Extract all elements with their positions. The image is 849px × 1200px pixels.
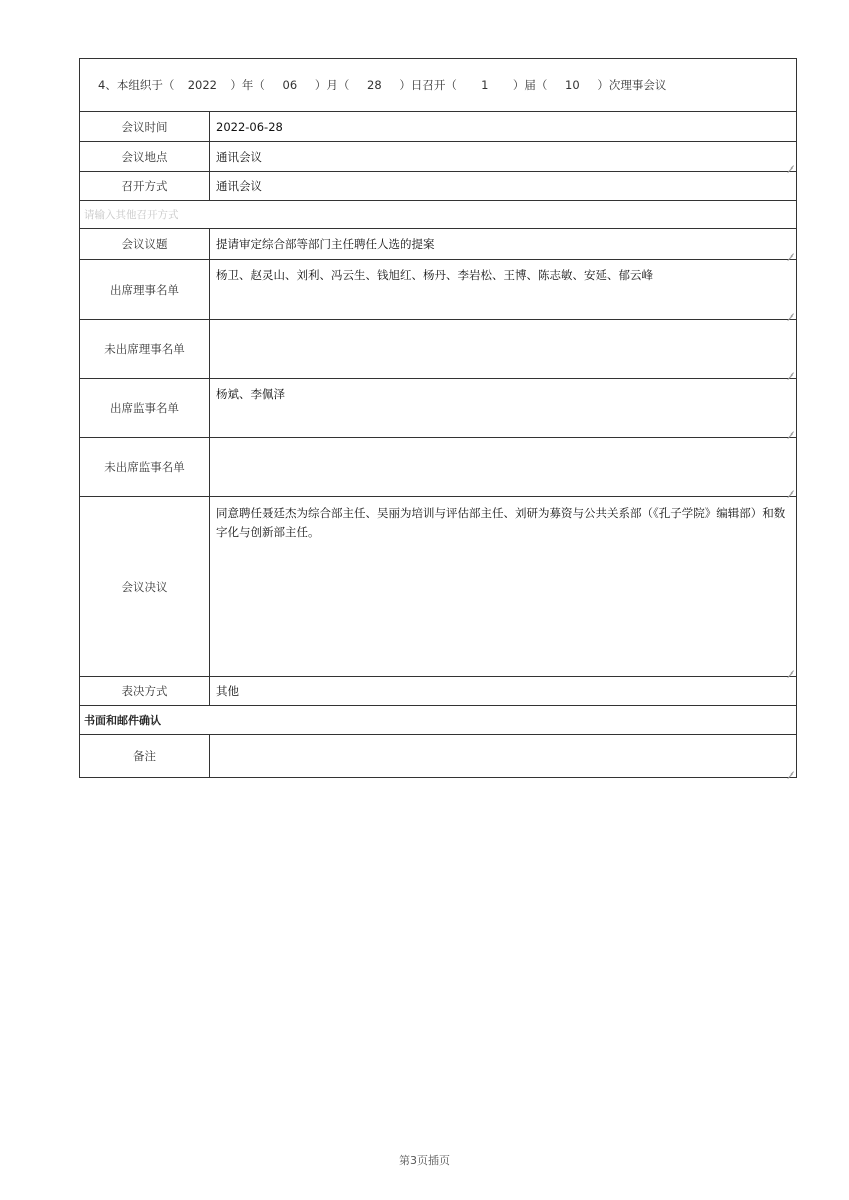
vote-value[interactable]: 其他	[216, 684, 239, 698]
day-unit: 日召开	[410, 78, 446, 92]
resolution-value: 同意聘任聂廷杰为综合部主任、吴丽为培训与评估部主任、刘研为募资与公共关系部（《孔子学院》编辑部）和数字化与创新部主任。	[216, 506, 786, 539]
row-remark	[80, 735, 796, 777]
confirm-row	[80, 706, 796, 735]
paren: （	[253, 78, 265, 92]
absent-directors-field[interactable]	[210, 320, 796, 378]
day-field[interactable]: 28	[367, 78, 382, 92]
paren: ）	[230, 78, 242, 92]
meeting-no-field[interactable]: 10	[565, 78, 580, 92]
confirm-text: 书面和邮件确认	[84, 714, 161, 727]
resize-grip-icon[interactable]	[788, 251, 794, 257]
row-vote	[80, 677, 796, 706]
row-topic	[80, 229, 796, 260]
topic-label: 会议议题	[80, 229, 210, 259]
paren: （	[445, 78, 457, 92]
paren: （	[162, 78, 175, 92]
page-footer: 第3页插页	[399, 1154, 450, 1167]
paren: （	[535, 78, 548, 92]
resize-grip-icon[interactable]	[788, 488, 794, 494]
time-value[interactable]: 2022-06-28	[216, 119, 283, 134]
meeting-form	[79, 58, 797, 778]
remark-label: 备注	[80, 735, 210, 777]
paren: ）	[512, 78, 525, 92]
session-unit: 届	[524, 78, 536, 92]
topic-value: 提请审定综合部等部门主任聘任人选的提案	[216, 237, 435, 251]
time-label: 会议时间	[80, 112, 210, 141]
resize-grip-icon[interactable]	[788, 668, 794, 674]
paren: ）	[314, 78, 327, 92]
place-value: 通讯会议	[216, 149, 262, 164]
other-method-field[interactable]	[80, 201, 796, 229]
other-method-placeholder: 请输入其他召开方式	[84, 209, 179, 221]
resize-grip-icon[interactable]	[788, 311, 794, 317]
row-absent-supervisors	[80, 438, 796, 497]
month-unit: 月	[326, 78, 338, 92]
present-directors-field[interactable]	[210, 260, 796, 319]
present-supervisors-field[interactable]	[210, 379, 796, 437]
resize-grip-icon[interactable]	[788, 769, 794, 775]
paren: ）	[597, 78, 609, 92]
place-field[interactable]	[210, 142, 796, 171]
vote-label: 表决方式	[80, 677, 210, 705]
row-time	[80, 112, 796, 142]
resize-grip-icon[interactable]	[788, 429, 794, 435]
present-supervisors-value: 杨斌、李佩泽	[216, 387, 285, 401]
row-absent-directors	[80, 320, 796, 379]
row-present-supervisors	[80, 379, 796, 438]
month-field[interactable]: 06	[282, 78, 298, 92]
row-method	[80, 172, 796, 201]
topic-field[interactable]	[210, 229, 796, 259]
paren: ）	[399, 78, 411, 92]
meeting-header	[80, 59, 796, 112]
header-prefix: 4、本组织于	[98, 78, 163, 92]
present-directors-value: 杨卫、赵灵山、刘利、冯云生、钱旭红、杨丹、李岩松、王博、陈志敏、安延、郁云峰	[216, 268, 653, 282]
method-value[interactable]: 通讯会议	[216, 179, 262, 193]
year-field[interactable]: 2022	[187, 78, 217, 92]
resize-grip-icon[interactable]	[788, 163, 794, 169]
absent-supervisors-field[interactable]	[210, 438, 796, 496]
remark-field[interactable]	[210, 735, 796, 777]
row-place	[80, 142, 796, 172]
resize-grip-icon[interactable]	[788, 370, 794, 376]
session-field[interactable]: 1	[481, 78, 489, 92]
absent-supervisors-label: 未出席监事名单	[80, 438, 210, 496]
year-unit: 年	[241, 78, 254, 92]
resolution-label: 会议决议	[80, 497, 210, 676]
present-supervisors-label: 出席监事名单	[80, 379, 210, 437]
row-resolution	[80, 497, 796, 677]
row-present-directors	[80, 260, 796, 320]
method-label: 召开方式	[80, 172, 210, 200]
present-directors-label: 出席理事名单	[80, 260, 210, 319]
place-label: 会议地点	[80, 142, 210, 171]
absent-directors-label: 未出席理事名单	[80, 320, 210, 378]
resolution-field[interactable]	[210, 497, 796, 676]
paren: （	[337, 78, 350, 92]
meeting-unit: 次理事会议	[608, 78, 667, 92]
